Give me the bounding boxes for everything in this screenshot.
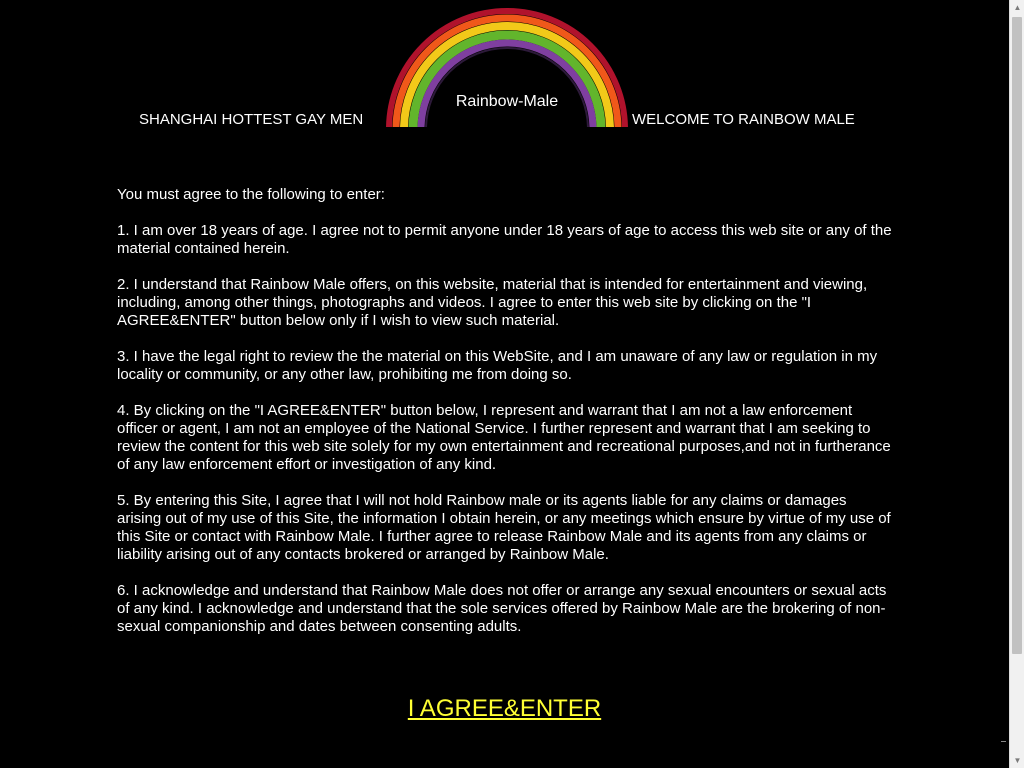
vertical-scrollbar[interactable] bbox=[1009, 0, 1024, 768]
header-right-text: WELCOME TO RAINBOW MALE bbox=[632, 111, 855, 128]
logo-text: Rainbow-Male bbox=[455, 93, 559, 110]
term-item-4: 4. By clicking on the "I AGREE&ENTER" button below, I represent and warrant that I am not a law enforcement officer or agent, I am not an employee of the National Service. I further represent and warrant that I am seeking to review the content for this web site solely for my own entertainment and recreational purposes,and not in furtherance of any law enforcement effort or investigation of any kind. bbox=[117, 402, 891, 473]
term-item-3: 3. I have the legal right to review the the material on this WebSite, and I am unaware of any law or regulation in my locality or community, or any other law, prohibiting me from doing so. bbox=[117, 348, 878, 383]
terms-intro: You must agree to the following to enter: bbox=[117, 186, 385, 203]
term-item-5: 5. By entering this Site, I agree that I will not hold Rainbow male or its agents liable for any claims or damages arising out of my use of this Site, the information I obtain herein, or any meetings which ensure by virtue of my use of this Site or contact with Rainbow Male. I further agree to release Rainbow Male and its agents from any claims or liability arising out of any contacts brokered or arranged by Rainbow Male. bbox=[117, 492, 891, 563]
enter-link-container bbox=[0, 695, 1009, 723]
corner-mark bbox=[1001, 741, 1006, 742]
scroll-up-arrow-icon[interactable]: ▲ bbox=[1013, 3, 1022, 12]
term-item-6: 6. I acknowledge and understand that Rainbow Male does not offer or arrange any sexual encounters or sexual acts of any kind. I acknowledge and understand that the sole services offered by Rainbow Male are the brokering of non-sexual companionship and dates between consenting adults. bbox=[117, 582, 887, 635]
agree-enter-link[interactable]: I AGREE&ENTER bbox=[407, 695, 602, 722]
terms-content bbox=[117, 186, 893, 654]
term-item-2: 2. I understand that Rainbow Male offers, on this website, material that is intended for entertainment and viewing, including, among other things, photographs and videos. I agree to enter this web site by clicking on the "I AGREE&ENTER" button below only if I wish to view such material. bbox=[117, 276, 868, 329]
term-item-1: 1. I am over 18 years of age. I agree not to permit anyone under 18 years of age to access this web site or any of the material contained herein. bbox=[117, 222, 892, 257]
header-left-text: SHANGHAI HOTTEST GAY MEN bbox=[139, 111, 364, 128]
scroll-down-arrow-icon[interactable]: ▼ bbox=[1013, 756, 1022, 765]
scrollbar-thumb[interactable] bbox=[1012, 17, 1022, 654]
rainbow-logo bbox=[384, 7, 630, 127]
